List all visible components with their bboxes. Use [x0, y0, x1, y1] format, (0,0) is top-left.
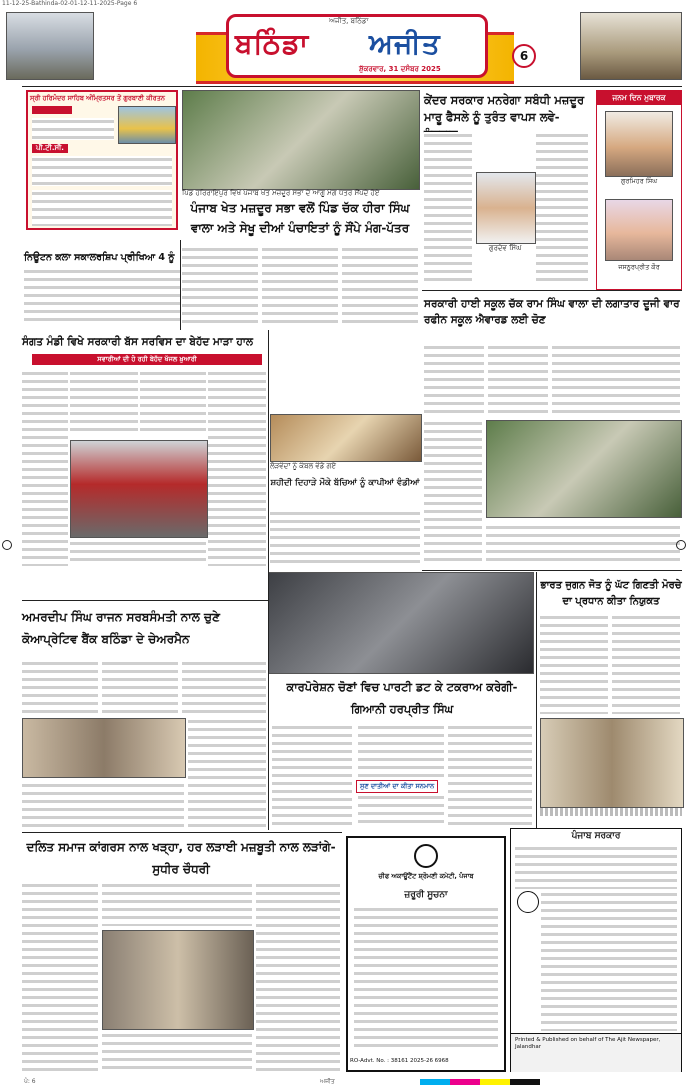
bus-photo: [70, 440, 208, 538]
shaheedi-headline: ਸ਼ਹੀਦੀ ਦਿਹਾੜੇ ਮੌਕੇ ਬੱਚਿਆਂ ਨੂੰ ਕਾਪੀਆਂ ਵੰਡੀਆਂ: [270, 478, 420, 488]
bank-body-4: [188, 718, 266, 828]
urgent-ad-title: ਜ਼ਰੂਰੀ ਸੂਚਨਾ: [404, 890, 448, 900]
rule-vertical-right: [536, 572, 537, 828]
birthday-box: [596, 90, 682, 290]
govt-ad-logo: [517, 891, 539, 913]
dalit-body-2: [102, 882, 252, 926]
school-headline: ਸਰਕਾਰੀ ਹਾਈ ਸਕੂਲ ਚੱਕ ਰਾਮ ਸਿੰਘ ਵਾਲਾ ਦੀ ਲਗਾਤਾਰ ਦੂਜੀ ਵਾਰ ਰਫੀਨ ਸਕੂਲ ਐਵਾਰਡ ਲਈ ਚੋਣ: [424, 298, 680, 326]
bus-kicker: ਸਵਾਰੀਆਂ ਦੀ ਹੋ ਰਹੀ ਬੇਹੱਦ ਖੱਜਲ ਖ਼ੁਆਰੀ: [32, 354, 262, 365]
blanket-photo: [270, 414, 422, 462]
rule-top: [22, 86, 682, 87]
bank-body-3: [182, 660, 266, 716]
birthday-child-1-caption: ਗੁਰਮਿਹਰ ਸਿੰਘ: [620, 177, 658, 185]
footer-brand: ਅਜੀਤ: [320, 1078, 335, 1085]
bank-body-2: [102, 660, 178, 716]
manrega-body-2: [536, 132, 588, 282]
urgent-ad-org: ਚੀਫ ਅਕਾਊਂਟੈਂਟ ਸ਼੍ਰੋਮਣੀ ਕਮੇਟੀ, ਪੰਜਾਬ: [378, 872, 474, 880]
dalit-body-4: [102, 1032, 252, 1072]
birthday-child-2-photo: [605, 199, 673, 261]
school-body-4: [424, 420, 482, 566]
corporation-photo: [268, 572, 534, 674]
rule-census: [422, 570, 682, 571]
masthead-title-box: [226, 14, 488, 78]
census-photo: [540, 718, 684, 808]
footer-color-bar: [420, 1079, 540, 1085]
bank-body-5: [22, 782, 184, 828]
bus-body-5: [70, 540, 206, 566]
dalit-body-3: [256, 882, 340, 1072]
masthead-date: ਸ਼ੁੱਕਰਵਾਰ, 31 ਦਸੰਬਰ 2025: [359, 65, 441, 73]
birthday-title: ਜਨਮ ਦਿਨ ਮੁਬਾਰਕ: [597, 91, 681, 105]
masthead-kicker: ਅਜੀਤ, ਬਠਿੰਡਾ: [329, 17, 369, 25]
promo-text-3: [32, 190, 172, 226]
govt-ad-footer: Printed & Published on behalf of The Ajit Newspaper, Jalandhar: [515, 1037, 661, 1050]
scholarship-headline: ਨਿਊਟਨ ਕਲਾ ਸਕਾਲਰਸ਼ਿਪ ਪ੍ਰੀਖਿਆ 4 ਨੂੰ: [24, 252, 175, 263]
print-line: 11-12-25-Bathinda-02-01-12-11-2025-Page 6: [2, 0, 138, 7]
registration-mark-right: [676, 540, 686, 550]
corporation-headline: ਕਾਰਪੋਰੇਸ਼ਨ ਚੋਣਾਂ ਵਿਚ ਪਾਰਟੀ ਡਟ ਕੇ ਟਕਰਾਅ ਕਰੇਗੀ-ਗਿਆਨੀ ਹਰਪ੍ਰੀਤ ਸਿੰਘ: [286, 680, 518, 716]
masthead-left-photo: [6, 12, 94, 80]
rule-bank: [22, 600, 268, 601]
inline-kicker: ਸੁਣ ਦਾਤੀਆਂ ਦਾ ਕੀਤਾ ਸਨਮਾਨ: [356, 780, 438, 793]
dalit-photo: [102, 930, 254, 1030]
promo-text-2: [32, 156, 172, 186]
bus-body-2: [70, 370, 138, 436]
page-number: 6: [519, 49, 529, 63]
rule-vertical-mid: [268, 330, 269, 830]
census-body-1: [540, 614, 608, 714]
school-photo: [486, 420, 682, 518]
blanket-caption-text: ਲੋੜਵੰਦਾਂ ਨੂੰ ਕੰਬਲ ਵੰਡੇ ਗਏ: [270, 462, 337, 470]
rule-vertical-left: [180, 240, 181, 330]
bus-body-4: [208, 370, 266, 566]
masthead-right-photo: [580, 12, 682, 80]
urgent-ad-body: [354, 906, 498, 1048]
registration-mark-left: [2, 540, 12, 550]
birthday-child-2-caption: ਜਸਨੂਰਪ੍ਰੀਤ ਕੌਰ: [618, 263, 660, 271]
mazdoor-body-2: [262, 246, 338, 328]
promo-text: [32, 118, 114, 140]
rule-dalit: [22, 832, 342, 833]
promo-channel: ਪੀ.ਟੀ.ਸੀ.: [32, 144, 68, 153]
mazdoor-body-1: [182, 246, 258, 328]
masthead-title-bathinda: ਬਠਿੰਡਾ: [235, 27, 310, 60]
blanket-caption: [270, 462, 420, 470]
promo-box: [26, 90, 178, 230]
bus-body-1: [22, 370, 68, 566]
corporation-body-2: [358, 724, 444, 778]
rule-school: [422, 290, 682, 291]
scholarship-body: [24, 268, 180, 324]
corporation-body-3: [448, 724, 532, 828]
corporation-body-4: [358, 794, 444, 828]
page-number-badge: [512, 44, 536, 68]
mazdoor-body-3: [342, 246, 418, 328]
shaheedi-body: [270, 510, 420, 566]
masthead-title-ajit: ਅਜੀਤ: [369, 27, 441, 60]
mazdoor-headline: ਪੰਜਾਬ ਖੇਤ ਮਜ਼ਦੂਰ ਸਭਾ ਵਲੋਂ ਪਿੰਡ ਚੱਕ ਹੀਰਾ ਸਿੰਘ ਵਾਲਾ ਅਤੇ ਸੇਖੂ ਦੀਆਂ ਪੰਚਾਇਤਾਂ ਨੂੰ ਸੌਂਪੇ ਮੰਗ-ਪੱਤਰ: [190, 201, 410, 235]
bank-photo: [22, 718, 186, 778]
manrega-body-1: [424, 132, 472, 282]
urgent-ad-ref: RO-Advt. No. : 38161 2025-26 6968: [350, 1058, 449, 1064]
promo-title: ਸ੍ਰੀ ਹਰਿਮੰਦਰ ਸਾਹਿਬ ਅੰਮ੍ਰਿਤਸਰ ਤੋਂ ਗੁਰਬਾਣੀ ਕੀਰਤਨ: [30, 94, 165, 102]
promo-label: [32, 106, 72, 114]
kundwal-portrait: [476, 172, 536, 244]
bank-headline: ਅਮਰਦੀਪ ਸਿੰਘ ਰਾਜਨ ਸਰਬਸੰਮਤੀ ਨਾਲ ਚੁਣੇ ਕੋਆਪ੍ਰੇਟਿਵ ਬੈਂਕ ਬਠਿੰਡਾ ਦੇ ਚੇਅਰਮੈਨ: [22, 610, 220, 646]
urgent-ad-logo: [414, 844, 438, 868]
census-photo-caption: [540, 808, 682, 816]
golden-temple-photo: [118, 106, 176, 144]
govt-ad-title: ਪੰਜਾਬ ਸਰਕਾਰ: [571, 831, 621, 841]
portrait-caption: ਗੁਰਦੇਵ ਸਿੰਘ: [488, 244, 522, 252]
school-body-3: [552, 344, 680, 414]
urgent-ad: [346, 836, 506, 1072]
census-body-2: [612, 614, 680, 714]
dalit-body-1: [22, 882, 98, 1072]
mazdoor-photo-caption: ਪਿੰਡ ਹਰਿਰਾਇਪੁਰ ਵਿਖੇ ਪੰਜਾਬ ਖੇਤ ਮਜ਼ਦੂਰ ਸਭਾ ਦੇ ਆਗੂ ਮੰਗ ਪੱਤਰ ਸੌਂਪਦੇ ਹੋਏ: [182, 189, 380, 197]
bus-body-3: [140, 370, 206, 436]
school-body-5: [486, 524, 680, 566]
govt-ad-body-1: [515, 845, 677, 889]
census-headline: ਭਾਰਤ ਜੁਗਨ ਜੋਤ ਨੂੰ ਘੱਟ ਗਿਣਤੀ ਮੋਰਚੇ ਦਾ ਪ੍ਰਧਾਨ ਕੀਤਾ ਨਿਯੁਕਤ: [540, 580, 682, 607]
mazdoor-protest-photo: [182, 90, 420, 190]
manrega-headline: ਕੇਂਦਰ ਸਰਕਾਰ ਮਨਰੇਗਾ ਸਬੰਧੀ ਮਜ਼ਦੂਰ ਮਾਰੂ ਫੈਸਲੇ ਨੂੰ ਤੁਰੰਤ ਵਾਪਸ ਲਵੇ-: [424, 93, 585, 124]
govt-ad-body-2: [541, 891, 677, 1031]
school-body-1: [424, 344, 484, 414]
corporation-body-1: [272, 724, 352, 828]
school-body-2: [488, 344, 548, 414]
footer-page-mark: ਪੰ: 6: [24, 1078, 36, 1085]
govt-ad: [510, 828, 682, 1072]
bus-headline: ਸੰਗਤ ਮੰਡੀ ਵਿਖੇ ਸਰਕਾਰੀ ਬੱਸ ਸਰਵਿਸ ਦਾ ਬੇਹੱਦ ਮਾੜਾ ਹਾਲ: [22, 336, 253, 348]
birthday-child-1-photo: [605, 111, 673, 177]
dalit-headline: ਦਲਿਤ ਸਮਾਜ ਕਾਂਗਰਸ ਨਾਲ ਖੜ੍ਹਾ, ਹਰ ਲੜਾਈ ਮਜ਼ਬੂਤੀ ਨਾਲ ਲੜਾਂਗੇ-ਸੁਧੀਰ ਚੌਧਰੀ: [26, 840, 336, 876]
bank-body-1: [22, 660, 98, 716]
